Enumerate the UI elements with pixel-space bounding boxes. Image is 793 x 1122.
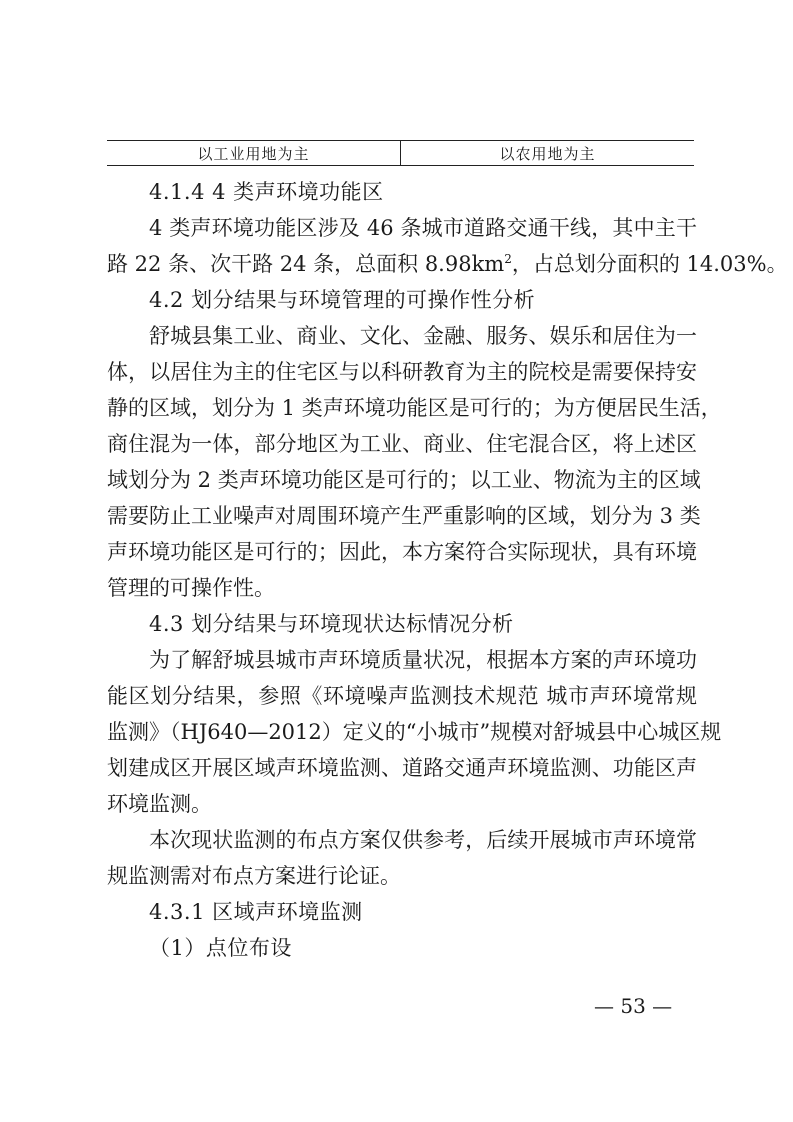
paragraph-line: 为了解舒城县城市声环境质量状况，根据本方案的声环境功 [149, 648, 697, 672]
paragraph-line [107, 246, 788, 282]
section-heading-4-2: 4.2 划分结果与环境管理的可操作性分析 [149, 288, 536, 312]
paragraph-line: 4 类声环境功能区涉及 46 条城市道路交通干线，其中主干 [149, 216, 697, 240]
text-run: 路 22 条、次干路 24 条，总面积 8.98km [107, 252, 505, 276]
paragraph-line: 体，以居住为主的住宅区与以科研教育为主的院校是需要保持安 [107, 360, 697, 384]
text-run: ，占总划分面积的 14.03%。 [511, 252, 788, 276]
paragraph-line: 监测》（HJ640—2012）定义的“小城市”规模对舒城县中心城区规 [107, 720, 722, 744]
section-heading-4-1-4: 4.1.4 4 类声环境功能区 [149, 180, 384, 204]
table-fragment-row [107, 140, 694, 166]
paragraph-line: 能区划分结果，参照《环境噪声监测技术规范 城市声环境常规 [107, 684, 697, 708]
page-number: — 53 — [594, 994, 673, 1018]
paragraph-line: 静的区域，划分为 1 类声环境功能区是可行的；为方便居民生活， [107, 396, 722, 420]
table-cell: 以工业用地为主 [107, 141, 401, 165]
paragraph-line: 域划分为 2 类声环境功能区是可行的；以工业、物流为主的区域 [107, 468, 701, 492]
paragraph-line: 需要防止工业噪声对周围环境产生严重影响的区域，划分为 3 类 [107, 504, 701, 528]
document-body [107, 174, 788, 966]
paragraph-line: 本次现状监测的布点方案仅供参考，后续开展城市声环境常 [149, 828, 697, 852]
paragraph-line: 管理的可操作性。 [107, 576, 275, 600]
paragraph-line: 划建成区开展区域声环境监测、道路交通声环境监测、功能区声 [107, 756, 697, 780]
paragraph-line: 舒城县集工业、商业、文化、金融、服务、娱乐和居住为一 [149, 324, 697, 348]
subsection-heading-point-layout: （1）点位布设 [149, 936, 292, 960]
paragraph-line: 商住混为一体，部分地区为工业、商业、住宅混合区，将上述区 [107, 432, 697, 456]
paragraph-line: 环境监测。 [107, 792, 212, 816]
table-cell: 以农用地为主 [499, 144, 596, 163]
section-heading-4-3-1: 4.3.1 区域声环境监测 [149, 900, 363, 924]
paragraph-line: 声环境功能区是可行的；因此，本方案符合实际现状，具有环境 [107, 540, 697, 564]
superscript: 2 [504, 252, 512, 266]
section-heading-4-3: 4.3 划分结果与环境现状达标情况分析 [149, 612, 514, 636]
paragraph-line: 规监测需对布点方案进行论证。 [107, 864, 401, 888]
